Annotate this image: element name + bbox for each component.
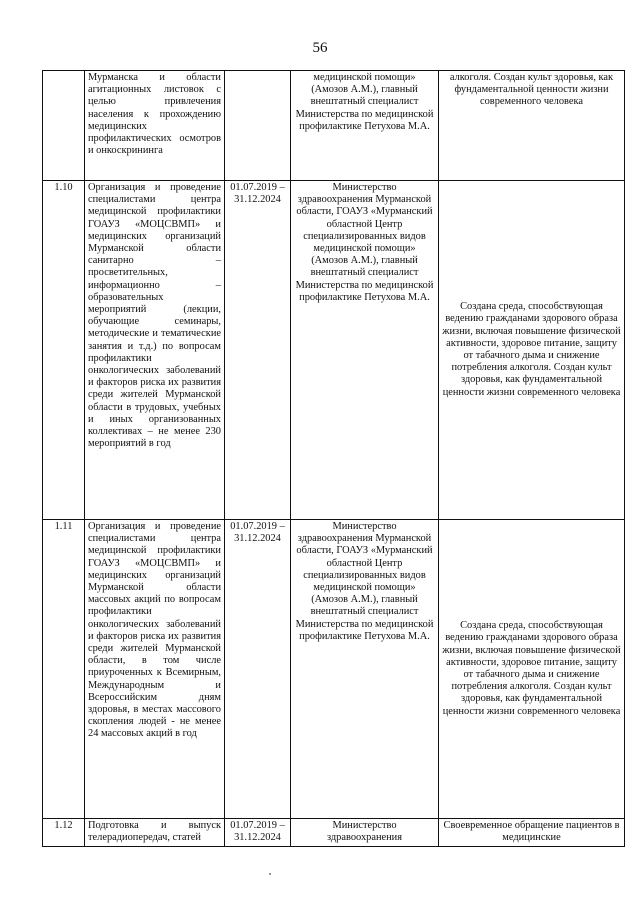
measure-text: Подготовка и выпуск телерадиопередач, статей <box>85 819 225 847</box>
table-row <box>43 71 625 181</box>
executor-text: Министерство здравоохранения Мурманской области, ГОАУЗ «Мурманский областной Центр специализированных видов медицинской помощи» (Амозов А.М.), главный внештатный специалист Министерства по медицинской профилактике Петухова М.А. <box>291 520 439 819</box>
row-number <box>43 71 85 181</box>
measure-text: Организация и проведение специалистами центра медицинской профилактики ГОАУЗ «МОЦСВМП» и медицинских организаций Мурманской области массовых акций по вопросам профилактики онкологических заболеваний и факторов риска их развития среди жителей Мурманской области, в том числе приуроченных к Всемирным, Международным и Всероссийским дням здоровья, в местах массового скопления людей - не менее 24 массовых акций в год <box>85 520 225 819</box>
table-row <box>43 181 625 520</box>
period-text <box>225 71 291 181</box>
row-number: 1.10 <box>43 181 85 520</box>
executor-text: Министерство здравоохранения <box>291 819 439 847</box>
row-number: 1.12 <box>43 819 85 847</box>
table-row <box>43 819 625 847</box>
period-text: 01.07.2019 – 31.12.2024 <box>225 181 291 520</box>
measures-table <box>42 70 625 847</box>
scan-speck <box>269 873 271 875</box>
measure-text: Мурманска и области агитационных листовок с целью привлечения населения к прохождению медицинских профилактических осмотров и онкоскрининга <box>85 71 225 181</box>
result-text: Создана среда, способствующая ведению гражданами здорового образа жизни, включая повышение физической активности, здоровое питание, защиту от табачного дыма и снижение потребления алкоголя. Создан культ здоровья, как фундаментальной ценности жизни современного человека <box>439 520 625 819</box>
executor-text: Министерство здравоохранения Мурманской области, ГОАУЗ «Мурманский областной Центр специализированных видов медицинской помощи» (Амозов А.М.), главный внештатный специалист Министерства по медицинской профилактике Петухова М.А. <box>291 181 439 520</box>
period-text: 01.07.2019 – 31.12.2024 <box>225 819 291 847</box>
result-text: алкоголя. Создан культ здоровья, как фундаментальной ценности жизни современного человека <box>439 71 625 181</box>
measure-text: Организация и проведение специалистами центра медицинской профилактики ГОАУЗ «МОЦСВМП» и медицинских организаций Мурманской области санитарно – просветительных, информационно – образовательных мероприятий (лекции, обучающие семинары, методические и тематические занятия и т.д.) по вопросам профилактики онкологических заболеваний и факторов риска их развития среди жителей Мурманской области в трудовых, учебных и иных организованных коллективах – не менее 230 мероприятий в год <box>85 181 225 520</box>
result-text: Создана среда, способствующая ведению гражданами здорового образа жизни, включая повышение физической активности, здоровое питание, защиту от табачного дыма и снижение потребления алкоголя. Создан культ здоровья, как фундаментальной ценности жизни современного человека <box>439 181 625 520</box>
result-text: Своевременное обращение пациентов в медицинские <box>439 819 625 847</box>
page-number: 56 <box>312 40 328 56</box>
row-number: 1.11 <box>43 520 85 819</box>
table-row <box>43 520 625 819</box>
executor-text: медицинской помощи» (Амозов А.М.), главный внештатный специалист Министерства по медицинской профилактике Петухова М.А. <box>291 71 439 181</box>
period-text: 01.07.2019 – 31.12.2024 <box>225 520 291 819</box>
